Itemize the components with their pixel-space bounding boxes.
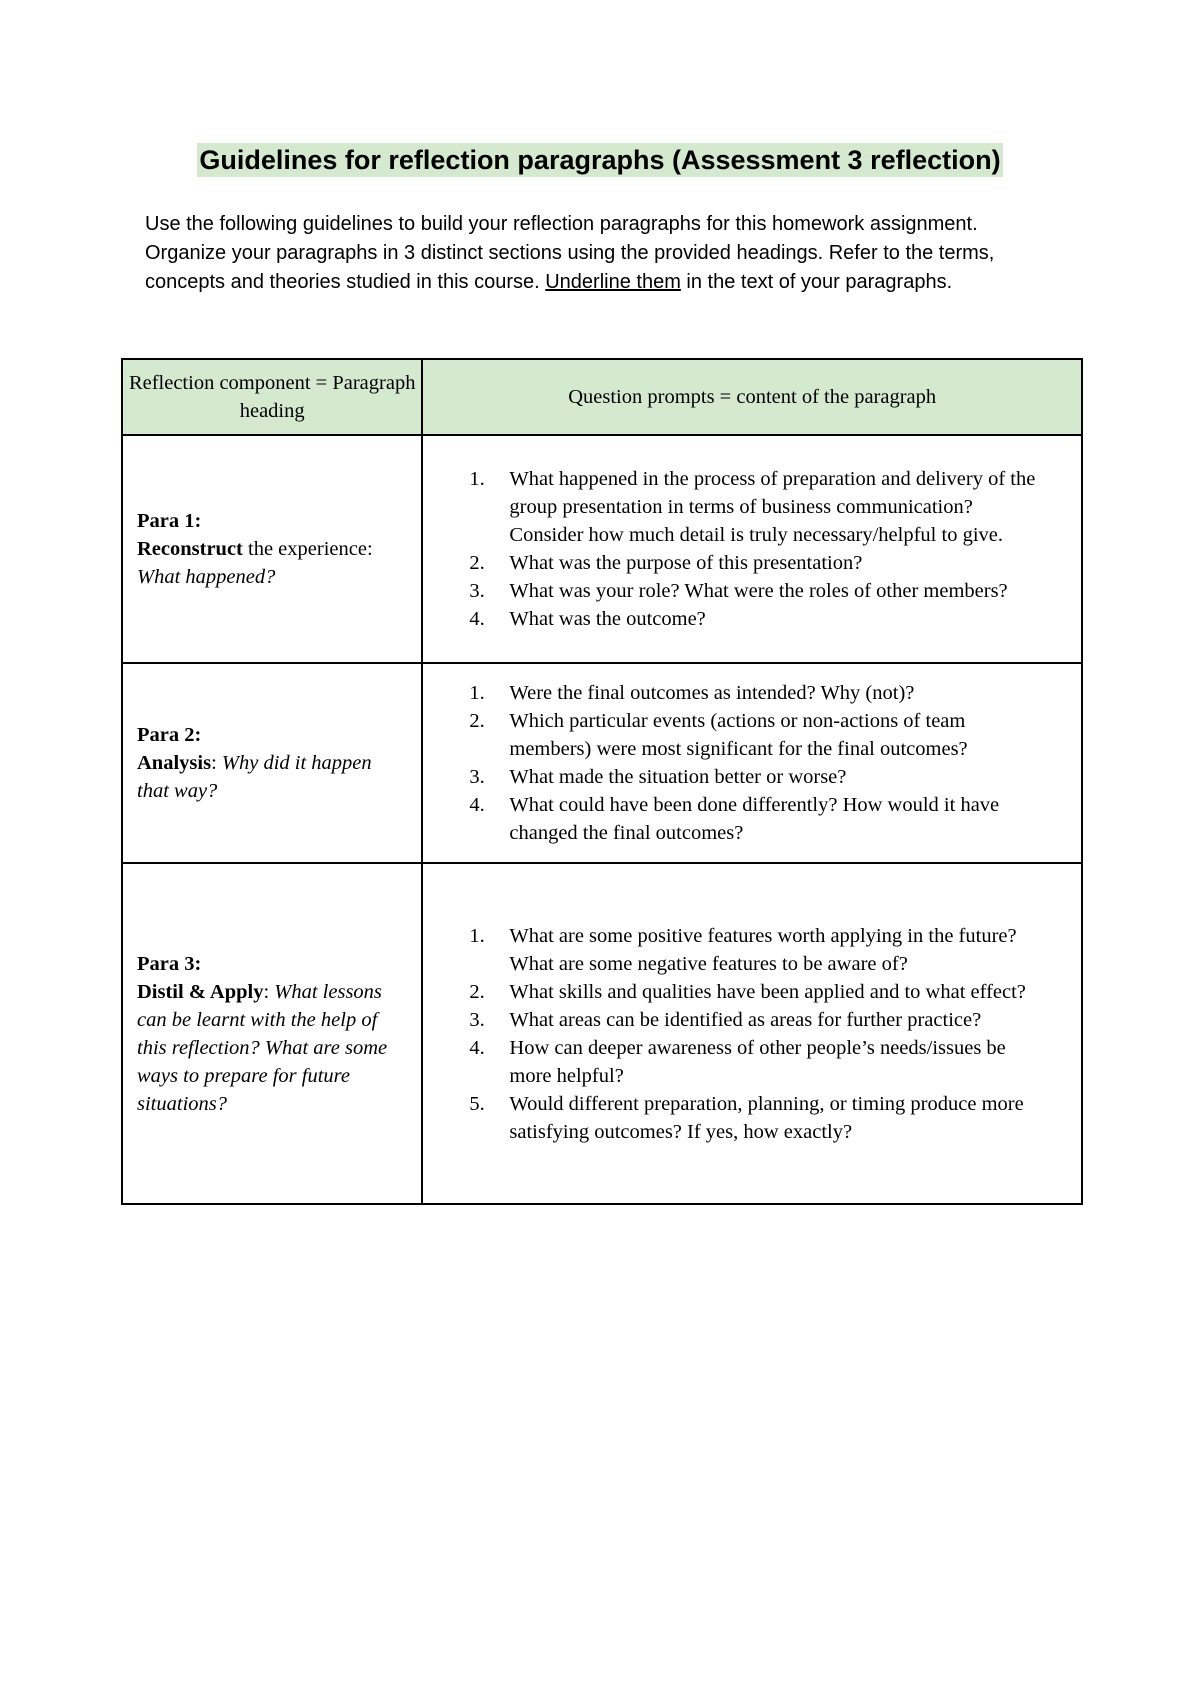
component-name: Reconstruct: [137, 538, 243, 560]
component-question: What lessons can be learnt with the help of this reflection? What are some ways to prepare for future situations?: [137, 980, 388, 1115]
list-item: 2. What was the purpose of this presentation?: [469, 552, 863, 574]
list-item: 4. How can deeper awareness of other people’s needs/issues be more helpful?: [469, 1036, 1006, 1087]
title-container: [0, 143, 1200, 177]
prompts-list: [423, 465, 1081, 633]
component-question: Why did it happen that way?: [137, 752, 372, 802]
para-label: Para 2:: [137, 724, 202, 746]
table-header-row: [122, 359, 1082, 435]
component-description: [137, 749, 407, 805]
table-row: [122, 663, 1082, 863]
component-suffix: the experience:: [242, 538, 373, 560]
list-item: 1. What are some positive features worth applying in the future? What are some negative features to be aware of?: [469, 924, 1017, 975]
intro-paragraph: [145, 210, 1045, 297]
para-label: Para 1:: [137, 510, 202, 532]
page-title: Guidelines for reflection paragraphs (Assessment 3 reflection): [199, 145, 1001, 175]
prompts-list: [423, 922, 1081, 1146]
header-component: Reflection component = Paragraph heading: [122, 359, 422, 435]
table-row: [122, 863, 1082, 1204]
list-item: 5. Would different preparation, planning, or timing produce more satisfying outcomes? If yes, how exactly?: [469, 1092, 1024, 1143]
component-description: [137, 978, 407, 1118]
prompts-cell: [422, 435, 1082, 663]
component-question: What happened?: [137, 566, 276, 588]
header-prompts: Question prompts = content of the paragraph: [422, 359, 1082, 435]
component-description: [137, 535, 407, 591]
prompts-cell: [422, 863, 1082, 1204]
list-item: 4. What could have been done differently? How would it have changed the final outcomes?: [469, 794, 1000, 844]
list-item: 1. Were the final outcomes as intended? Why (not)?: [469, 682, 915, 704]
component-cell: [122, 863, 422, 1204]
list-item: 3. What areas can be identified as areas for further practice?: [469, 1008, 982, 1031]
list-item: 3. What made the situation better or worse?: [469, 766, 847, 788]
intro-text-end: in the text of your paragraphs.: [680, 271, 953, 293]
component-suffix: :: [211, 752, 222, 774]
component-cell: [122, 435, 422, 663]
table-row: [122, 435, 1082, 663]
guidelines-table: [121, 358, 1083, 1205]
prompts-cell: [422, 663, 1082, 863]
intro-text: Use the following guidelines to build your reflection paragraphs for this homework assignment. Organize your paragraphs in 3 distinct sections using the provided headings. Refer to the terms, concepts and theories studied in this course.: [145, 213, 995, 293]
component-suffix: :: [263, 980, 275, 1003]
list-item: 1. What happened in the process of preparation and delivery of the group presentation in terms of business communication? Consider how much detail is truly necessary/helpful to give.: [469, 468, 1036, 546]
list-item: 3. What was your role? What were the roles of other members?: [469, 580, 1008, 602]
list-item: 4. What was the outcome?: [469, 608, 706, 630]
list-item: 2. Which particular events (actions or non-actions of team members) were most significant for the final outcomes?: [469, 710, 968, 760]
component-cell: [122, 663, 422, 863]
prompts-list: [423, 679, 1081, 847]
component-name: Distil & Apply: [137, 980, 264, 1003]
component-name: Analysis: [137, 752, 212, 774]
intro-underlined-text: Underline them: [545, 271, 681, 293]
list-item: 2. What skills and qualities have been applied and to what effect?: [469, 980, 1026, 1003]
para-label: Para 3:: [137, 952, 202, 975]
